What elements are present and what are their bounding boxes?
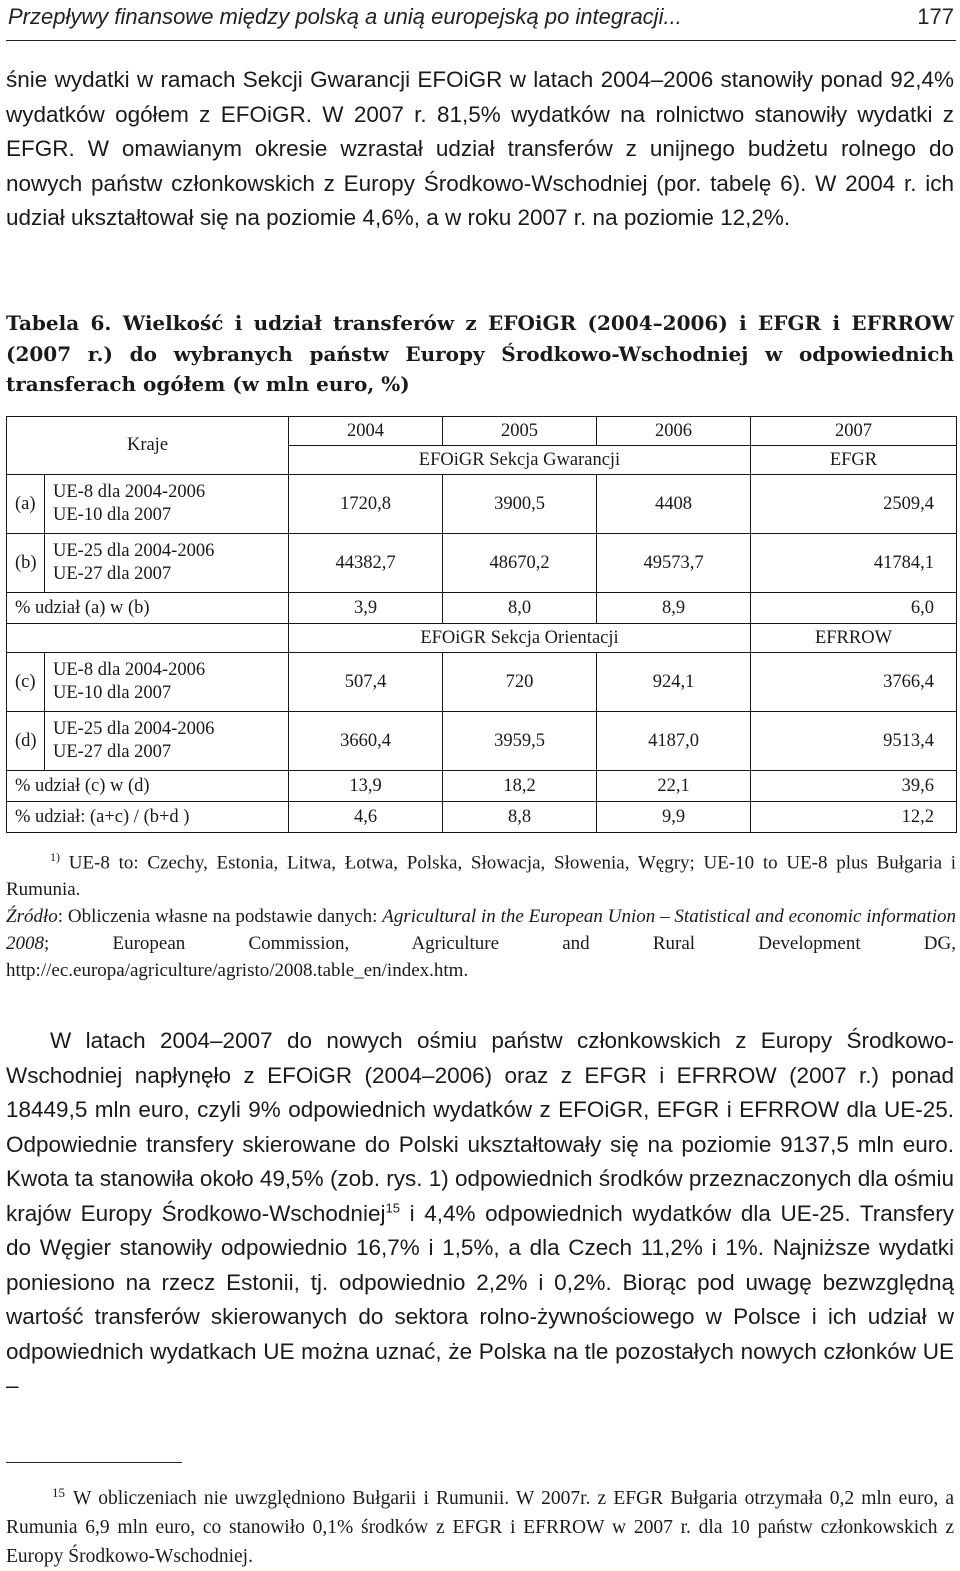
row-label: % udział: (a+c) / (b+d ) (7, 802, 289, 833)
table-header-years (7, 417, 957, 446)
cell-value: 8,0 (443, 593, 597, 624)
running-title: Przepływy finansowe między polską a unią europejską po integracji... (8, 4, 682, 29)
cell-value: 4408 (597, 475, 751, 534)
table-source: Źródło: Obliczenia własne na podstawie danych: Agricultural in the European Union – Statistical and economic information 2008; European Commission, Agriculture and Rural Development DG, http://ec.europa/agriculture/agristo/2008.table_en/index.htm. (6, 906, 956, 982)
row-countries: UE-8 dla 2004-2006 UE-10 dla 2007 (45, 653, 289, 712)
table-row (7, 475, 957, 534)
cell-value: 507,4 (289, 653, 443, 712)
year-2004: 2004 (289, 417, 443, 446)
row-index: (b) (7, 534, 45, 593)
footnote-15: $^{15}$ W obliczeniach nie uwzględniono Bułgarii i Rumunii. W 2007r. z EFGR Bułgaria otrzymała 0,2 mln euro, a Rumunia 6,9 mln euro, co stanowiło 0,1% środków z EFGR i EFRROW w 2007 r. dla 10 państw członkowskich z Europy Środkowo-Wschodniej. (6, 1485, 954, 1567)
cell-value: 22,1 (597, 771, 751, 802)
cell-value: 3900,5 (443, 475, 597, 534)
page-number: 177 (917, 4, 954, 29)
row-index: (a) (7, 475, 45, 534)
cell-value: 39,6 (751, 771, 957, 802)
cell-value: 13,9 (289, 771, 443, 802)
fund-orientation: EFOiGR Sekcja Orientacji (289, 624, 751, 653)
cell-value: 18,2 (443, 771, 597, 802)
cell-value: 6,0 (751, 593, 957, 624)
row-label: % udział (a) w (b) (7, 593, 289, 624)
cell-value: 924,1 (597, 653, 751, 712)
cell-value: 8,8 (443, 802, 597, 833)
cell-value: 1720,8 (289, 475, 443, 534)
empty-cell (7, 624, 289, 653)
year-2006: 2006 (597, 417, 751, 446)
cell-value: 2509,4 (751, 475, 957, 534)
running-header (6, 2, 956, 41)
kraje-header: Kraje (7, 417, 289, 475)
table-row (7, 653, 957, 712)
cell-value: 3959,5 (443, 712, 597, 771)
year-2005: 2005 (443, 417, 597, 446)
cell-value: 48670,2 (443, 534, 597, 593)
row-countries: UE-8 dla 2004-2006 UE-10 dla 2007 (45, 475, 289, 534)
cell-value: 720 (443, 653, 597, 712)
cell-value: 49573,7 (597, 534, 751, 593)
cell-value: 3,9 (289, 593, 443, 624)
cell-value: 12,2 (751, 802, 957, 833)
footnote-divider (6, 1462, 182, 1463)
row-label: % udział (c) w (d) (7, 771, 289, 802)
table-row (7, 771, 957, 802)
table-row (7, 802, 957, 833)
table-subheader-funds (7, 624, 957, 653)
transfers-table (6, 416, 957, 833)
cell-value: 9513,4 (751, 712, 957, 771)
table-row (7, 712, 957, 771)
table-note-1: $^{1)}$ UE-8 to: Czechy, Estonia, Litwa, Łotwa, Polska, Słowacja, Słowenia, Węgry; UE-10 to UE-8 plus Bułgaria i Rumunia. (6, 850, 957, 901)
row-countries: UE-25 dla 2004-2006 UE-27 dla 2007 (45, 534, 289, 593)
row-index: (d) (7, 712, 45, 771)
cell-value: 9,9 (597, 802, 751, 833)
table-caption: Tabela 6. Wielkość i udział transferów z EFOiGR (2004–2006) i EFGR i EFRROW (2007 r.) do wybranych państw Europy Środkowo-Wschodniej w odpowiednich transferach ogółem (w mln euro, %) (6, 311, 954, 396)
table-notes (6, 844, 956, 984)
footnote-reference: 15 (385, 1200, 400, 1215)
paragraph-2: W latach 2004–2007 do nowych ośmiu państw członkowskich z Europy Środkowo-Wschodniej napłynęło z EFOiGR (2004–2006) oraz z EFGR i EFRROW (2007 r.) ponad 18449,5 mln euro, czyli 9% odpowiednich wydatków z EFOiGR, EFGR i EFRROW dla UE-25. Odpowiednie transfery skierowane do Polski ukształtowały się na poziomie 9137,5 mln euro. Kwota ta stanowiła około 49,5% (zob. rys. 1) odpowiednich środków przeznaczonych dla ośmiu krajów Europy Środkowo-Wschodniej$^{15}$ i 4,4% odpowiednich wydatków dla UE-25. Transfery do Węgier stanowiły odpowiednio 16,7% i 1,5%, a dla Czech 11,2% i 1%. Najniższe wydatki poniesiono na rzecz Estonii, tj. odpowiednio 2,2% i 0,2%. Biorąc pod uwagę bezwzględną wartość transferów skierowanych do sektora rolno-żywnościowego w Polsce i ich udział w odpowiednich wydatkach UE można uznać, że Polska na tle pozostałych nowych członków UE – (6, 1028, 954, 1398)
fund-guarantee: EFOiGR Sekcja Gwarancji (289, 446, 751, 475)
cell-value: 3766,4 (751, 653, 957, 712)
table-row (7, 593, 957, 624)
table-row (7, 534, 957, 593)
cell-value: 8,9 (597, 593, 751, 624)
fund-efgr: EFGR (751, 446, 957, 475)
cell-value: 44382,7 (289, 534, 443, 593)
cell-value: 3660,4 (289, 712, 443, 771)
fund-efrrow: EFRROW (751, 624, 957, 653)
cell-value: 41784,1 (751, 534, 957, 593)
row-countries: UE-25 dla 2004-2006 UE-27 dla 2007 (45, 712, 289, 771)
row-index: (c) (7, 653, 45, 712)
year-2007: 2007 (751, 417, 957, 446)
paragraph-1: śnie wydatki w ramach Sekcji Gwarancji EFOiGR w latach 2004–2006 stanowiły ponad 92,4% wydatków ogółem z EFOiGR. W 2007 r. 81,5% wydatków na rolnictwo stanowiły wydatki z EFGR. W omawianym okresie wzrastał udział transferów z unijnego budżetu rolnego do nowych państw członkowskich z Europy Środkowo-Wschodniej (por. tabelę 6). W 2004 r. ich udział ukształtował się na poziomie 4,6%, a w roku 2007 r. na poziomie 12,2%. (6, 67, 954, 230)
cell-value: 4187,0 (597, 712, 751, 771)
cell-value: 4,6 (289, 802, 443, 833)
